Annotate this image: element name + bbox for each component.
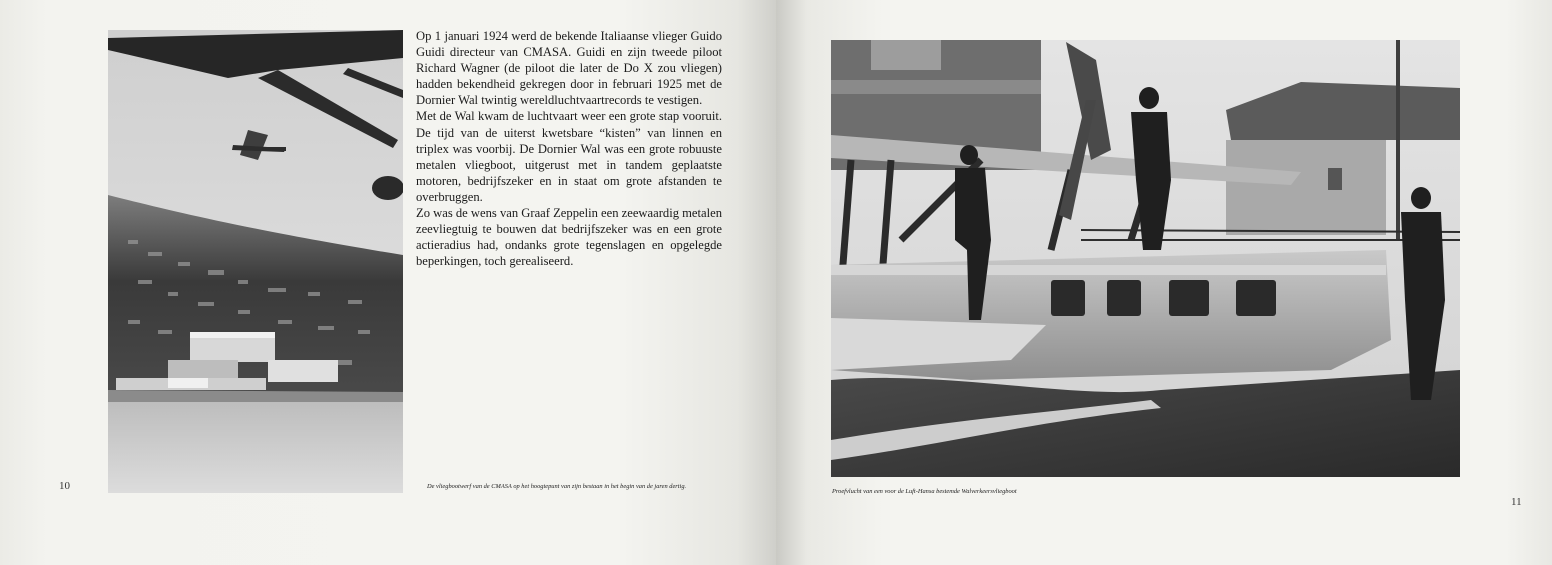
paragraph-1: Op 1 januari 1924 werd de bekende Italiaanse vlieger Guido Guidi directeur van CMASA. Guidi en zijn tweede piloot Richard Wagner (de piloot die later de Do X zou vliegen) hadden bekendheid gekregen door in februari 1925 met de Dornier Wal twintig wereldluchtvaartrecords te vestigen.: [416, 29, 722, 108]
left-page-number: 10: [59, 480, 70, 492]
left-photo-caption: De vliegbootwerf van de CMASA op het hoogtepunt van zijn bestaan in het begin van de jaren dertig.: [427, 483, 687, 490]
right-page-number: 11: [1511, 496, 1522, 508]
paragraph-3: Zo was de wens van Graaf Zeppelin een zeewaardig metalen zeevliegtuig te bouwen dat bedrijfszeker was en een grote actieradius had, ondanks grote tegenslagen en opgelegde beperkingen, toch gerealiseerd.: [416, 206, 722, 269]
right-page: [776, 0, 1552, 565]
article-text: [416, 28, 722, 269]
aerial-photo-shipyard: [108, 30, 403, 493]
flying-boat-illustration: [831, 40, 1460, 477]
right-photo-caption: Proefvlucht van een voor de Luft-Hansa bestemde Walverkeersvliegboot: [832, 488, 1017, 495]
aerial-photo-illustration: [108, 30, 403, 493]
flying-boat-photo: [831, 40, 1460, 477]
paragraph-2: Met de Wal kwam de luchtvaart weer een grote stap vooruit. De tijd van de uiterst kwetsbare “kisten” van linnen en triplex was voorbij. De Dornier Wal was een grote robuuste metalen vliegboot, uitgerust met in tandem geplaatste motoren, bedrijfszeker en in staat om grote afstanden te overbruggen.: [416, 109, 722, 204]
